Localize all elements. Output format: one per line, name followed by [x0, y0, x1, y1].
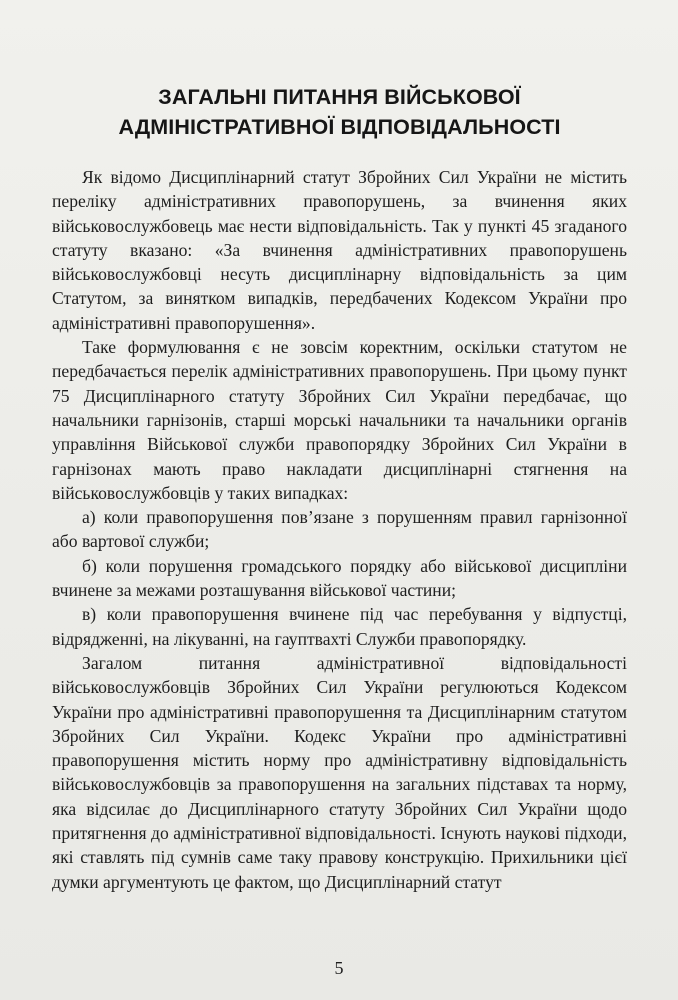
body-text: [52, 165, 627, 894]
paragraph-general: Загалом питання адміністративної відповідальності військовослужбовців Збройних Сил України регулюються Кодексом України про адміністративні правопорушення та Дисциплінарним статутом Збройних Сил України. Кодекс України про адміністративні правопорушення містить норму про адміністративну відповідальність військовослужбовців за правопорушення на загальних підставах та норму, яка відсилає до Дисциплінарного статуту Збройних Сил України щодо притягнення до адміністративної відповідальності. Існують наукові підходи, які ставлять під сумнів саме таку правову конструкцію. Прихильники цієї думки аргументують це фактом, що Дисциплінарний статут: [52, 652, 627, 892]
page-content: [52, 82, 627, 894]
title-line-2: АДМІНІСТРАТИВНОЇ ВІДПОВІДАЛЬНОСТІ: [118, 115, 561, 139]
title-line-1: ЗАГАЛЬНІ ПИТАННЯ ВІЙСЬКОВОЇ: [158, 85, 521, 109]
page-number: 5: [334, 958, 344, 978]
list-item-a: а) коли правопорушення пов’язане з порушенням правил гарнізонної або вартової служби;: [52, 507, 627, 552]
list-item-b: б) коли порушення громадського порядку або військової дисципліни вчинене за межами розташування військової частини;: [52, 555, 627, 601]
page-title: [52, 82, 627, 142]
paragraph-formulation: Таке формулювання є не зовсім коректним, оскільки статутом не передбачається перелік адміністративних правопорушень. При цьому пункт 75 Дисциплінарного статуту Збройних Сил України передбачає, що начальники гарнізонів, старші морські начальники та начальники органів управління Військової служби правопорядку Збройних Сил України в гарнізонах мають право накладати дисциплінарні стягнення на військовослужбовців у таких випадках:: [52, 337, 627, 503]
list-item-c: в) коли правопорушення вчинене під час перебування у відпустці, відрядженні, на лікуванні, на гауптвахті Служби правопорядку.: [52, 604, 627, 649]
paragraph-intro: Як відомо Дисциплінарний статут Збройних Сил України не містить переліку адміністративних правопорушень, за вчинення яких військовослужбовець має нести відповідальність. Так у пункті 45 згаданого статуту вказано: «За вчинення адміністративних правопорушень військовослужбовці несуть дисциплінарну відповідальність за цим Статутом, за винятком випадків, передбачених Кодексом України про адміністративні правопорушення».: [52, 167, 627, 333]
